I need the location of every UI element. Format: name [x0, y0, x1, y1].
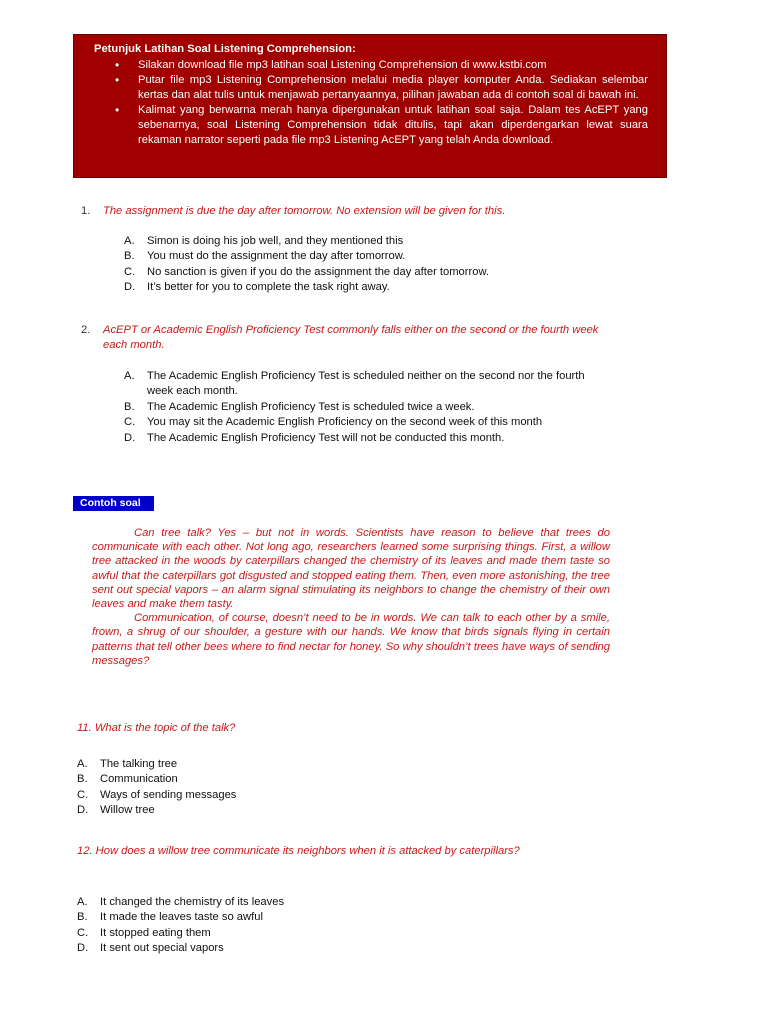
option-d [77, 941, 477, 956]
option-letter: C. [77, 788, 89, 801]
question-number: 1. [81, 205, 91, 217]
option-text: Ways of sending messages [100, 788, 237, 801]
question-1 [81, 204, 641, 219]
option-text: Simon is doing his job well, and they mentioned this [147, 235, 404, 247]
instructions-item: • Putar file mp3 Listening Comprehension melalui media player komputer Anda. Sediakan selembar kertas dan alat tulis untuk menjawab pertanyaannya, pilihan jawaban ada di contoh soal di bawah ini. [138, 73, 648, 102]
example-passage [92, 526, 610, 668]
instructions-item: • Silakan download file mp3 latihan soal Listening Comprehension di www.kstbi.com [138, 58, 648, 73]
option-letter: A. [124, 235, 135, 247]
option-a [124, 369, 594, 400]
option-letter: D. [77, 804, 89, 817]
option-text: It sent out special vapors [100, 942, 224, 955]
option-letter: D. [124, 431, 136, 444]
option-letter: A. [77, 758, 88, 770]
option-a [77, 895, 477, 910]
example-badge: Contoh soal [73, 496, 154, 511]
question-1-options [124, 234, 614, 296]
option-text: It’s better for you to complete the task right away. [147, 281, 390, 294]
option-a [77, 757, 477, 772]
passage-paragraph: Can tree talk? Yes – but not in words. Scientists have reason to believe that trees do communicate with each other. Not long ago, researchers learned some surprising things. First, a willow tree attacked in the woods by caterpillars changed the chemistry of its leaves and made them taste so awful that the caterpillars got disgusted and stopped eating them. Then, even more astonishing, the tree sent out special vapors – an alarm signal stimulating its neighbors to change the chemistry of their own leaves and make them tasty. [92, 527, 610, 611]
option-text: No sanction is given if you do the assignment the day after tomorrow. [147, 265, 490, 278]
option-c [124, 265, 614, 280]
option-text: You may sit the Academic English Proficiency on the second week of this month [147, 416, 543, 429]
question-statement: AcEPT or Academic English Proficiency Test commonly falls either on the second or the fourth week each month. [103, 324, 599, 351]
option-text: You must do the assignment the day after tomorrow. [147, 250, 406, 263]
option-text: It made the leaves taste so awful [100, 911, 263, 924]
option-letter: B. [124, 250, 135, 263]
option-b [124, 249, 614, 264]
question-12: 12. How does a willow tree communicate its neighbors when it is attacked by caterpillars? [77, 845, 520, 857]
option-letter: B. [77, 911, 88, 924]
option-letter: D. [124, 281, 136, 294]
question-number: 2. [81, 324, 91, 336]
option-b [77, 772, 477, 787]
option-c [77, 926, 477, 941]
instructions-box [73, 34, 667, 178]
option-c [124, 415, 594, 430]
option-letter: B. [124, 400, 135, 413]
option-b [77, 910, 477, 925]
option-text: Communication [100, 773, 178, 786]
option-letter: A. [124, 370, 135, 382]
option-d [124, 431, 594, 446]
question-12-options [77, 895, 477, 957]
instructions-list [94, 58, 648, 148]
question-11: 11. What is the topic of the talk? [77, 722, 236, 734]
option-d [124, 280, 614, 295]
option-a [124, 234, 614, 249]
option-d [77, 803, 477, 818]
option-text: The Academic English Proficiency Test is scheduled neither on the second nor the fourth week each month. [147, 370, 585, 398]
option-text: The Academic English Proficiency Test will not be conducted this month. [147, 431, 505, 444]
option-text: The talking tree [100, 758, 178, 770]
question-2 [81, 323, 611, 353]
passage-paragraph: Communication, of course, doesn’t need to be in words. We can talk to each other by a smile, frown, a shrug of our shoulder, a gesture with our hands. We know that birds signals flying in certain patterns that tell other bees where to find nectar for honey. So why shouldn’t trees have ways of sending messages? [92, 612, 610, 667]
option-letter: C. [77, 926, 89, 939]
option-letter: B. [77, 773, 88, 786]
question-2-options [124, 369, 594, 446]
question-11-options [77, 757, 477, 819]
option-c [77, 788, 477, 803]
question-statement: The assignment is due the day after tomorrow. No extension will be given for this. [103, 205, 506, 217]
option-text: The Academic English Proficiency Test is scheduled twice a week. [147, 400, 475, 413]
option-letter: A. [77, 896, 88, 908]
option-letter: C. [124, 265, 136, 278]
option-text: It changed the chemistry of its leaves [100, 896, 285, 908]
option-b [124, 400, 594, 415]
option-letter: D. [77, 942, 89, 955]
instructions-title: Petunjuk Latihan Soal Listening Comprehension: [94, 43, 356, 55]
option-text: Willow tree [100, 804, 155, 817]
option-text: It stopped eating them [100, 926, 211, 939]
option-letter: C. [124, 416, 136, 429]
instructions-item: • Kalimat yang berwarna merah hanya dipergunakan untuk latihan soal saja. Dalam tes AcEPT yang sebenarnya, soal Listening Comprehension tidak ditulis, tapi akan diperdengarkan lewat suara rekaman narrator seperti pada file mp3 Listening AcEPT yang telah Anda download. [138, 103, 648, 147]
